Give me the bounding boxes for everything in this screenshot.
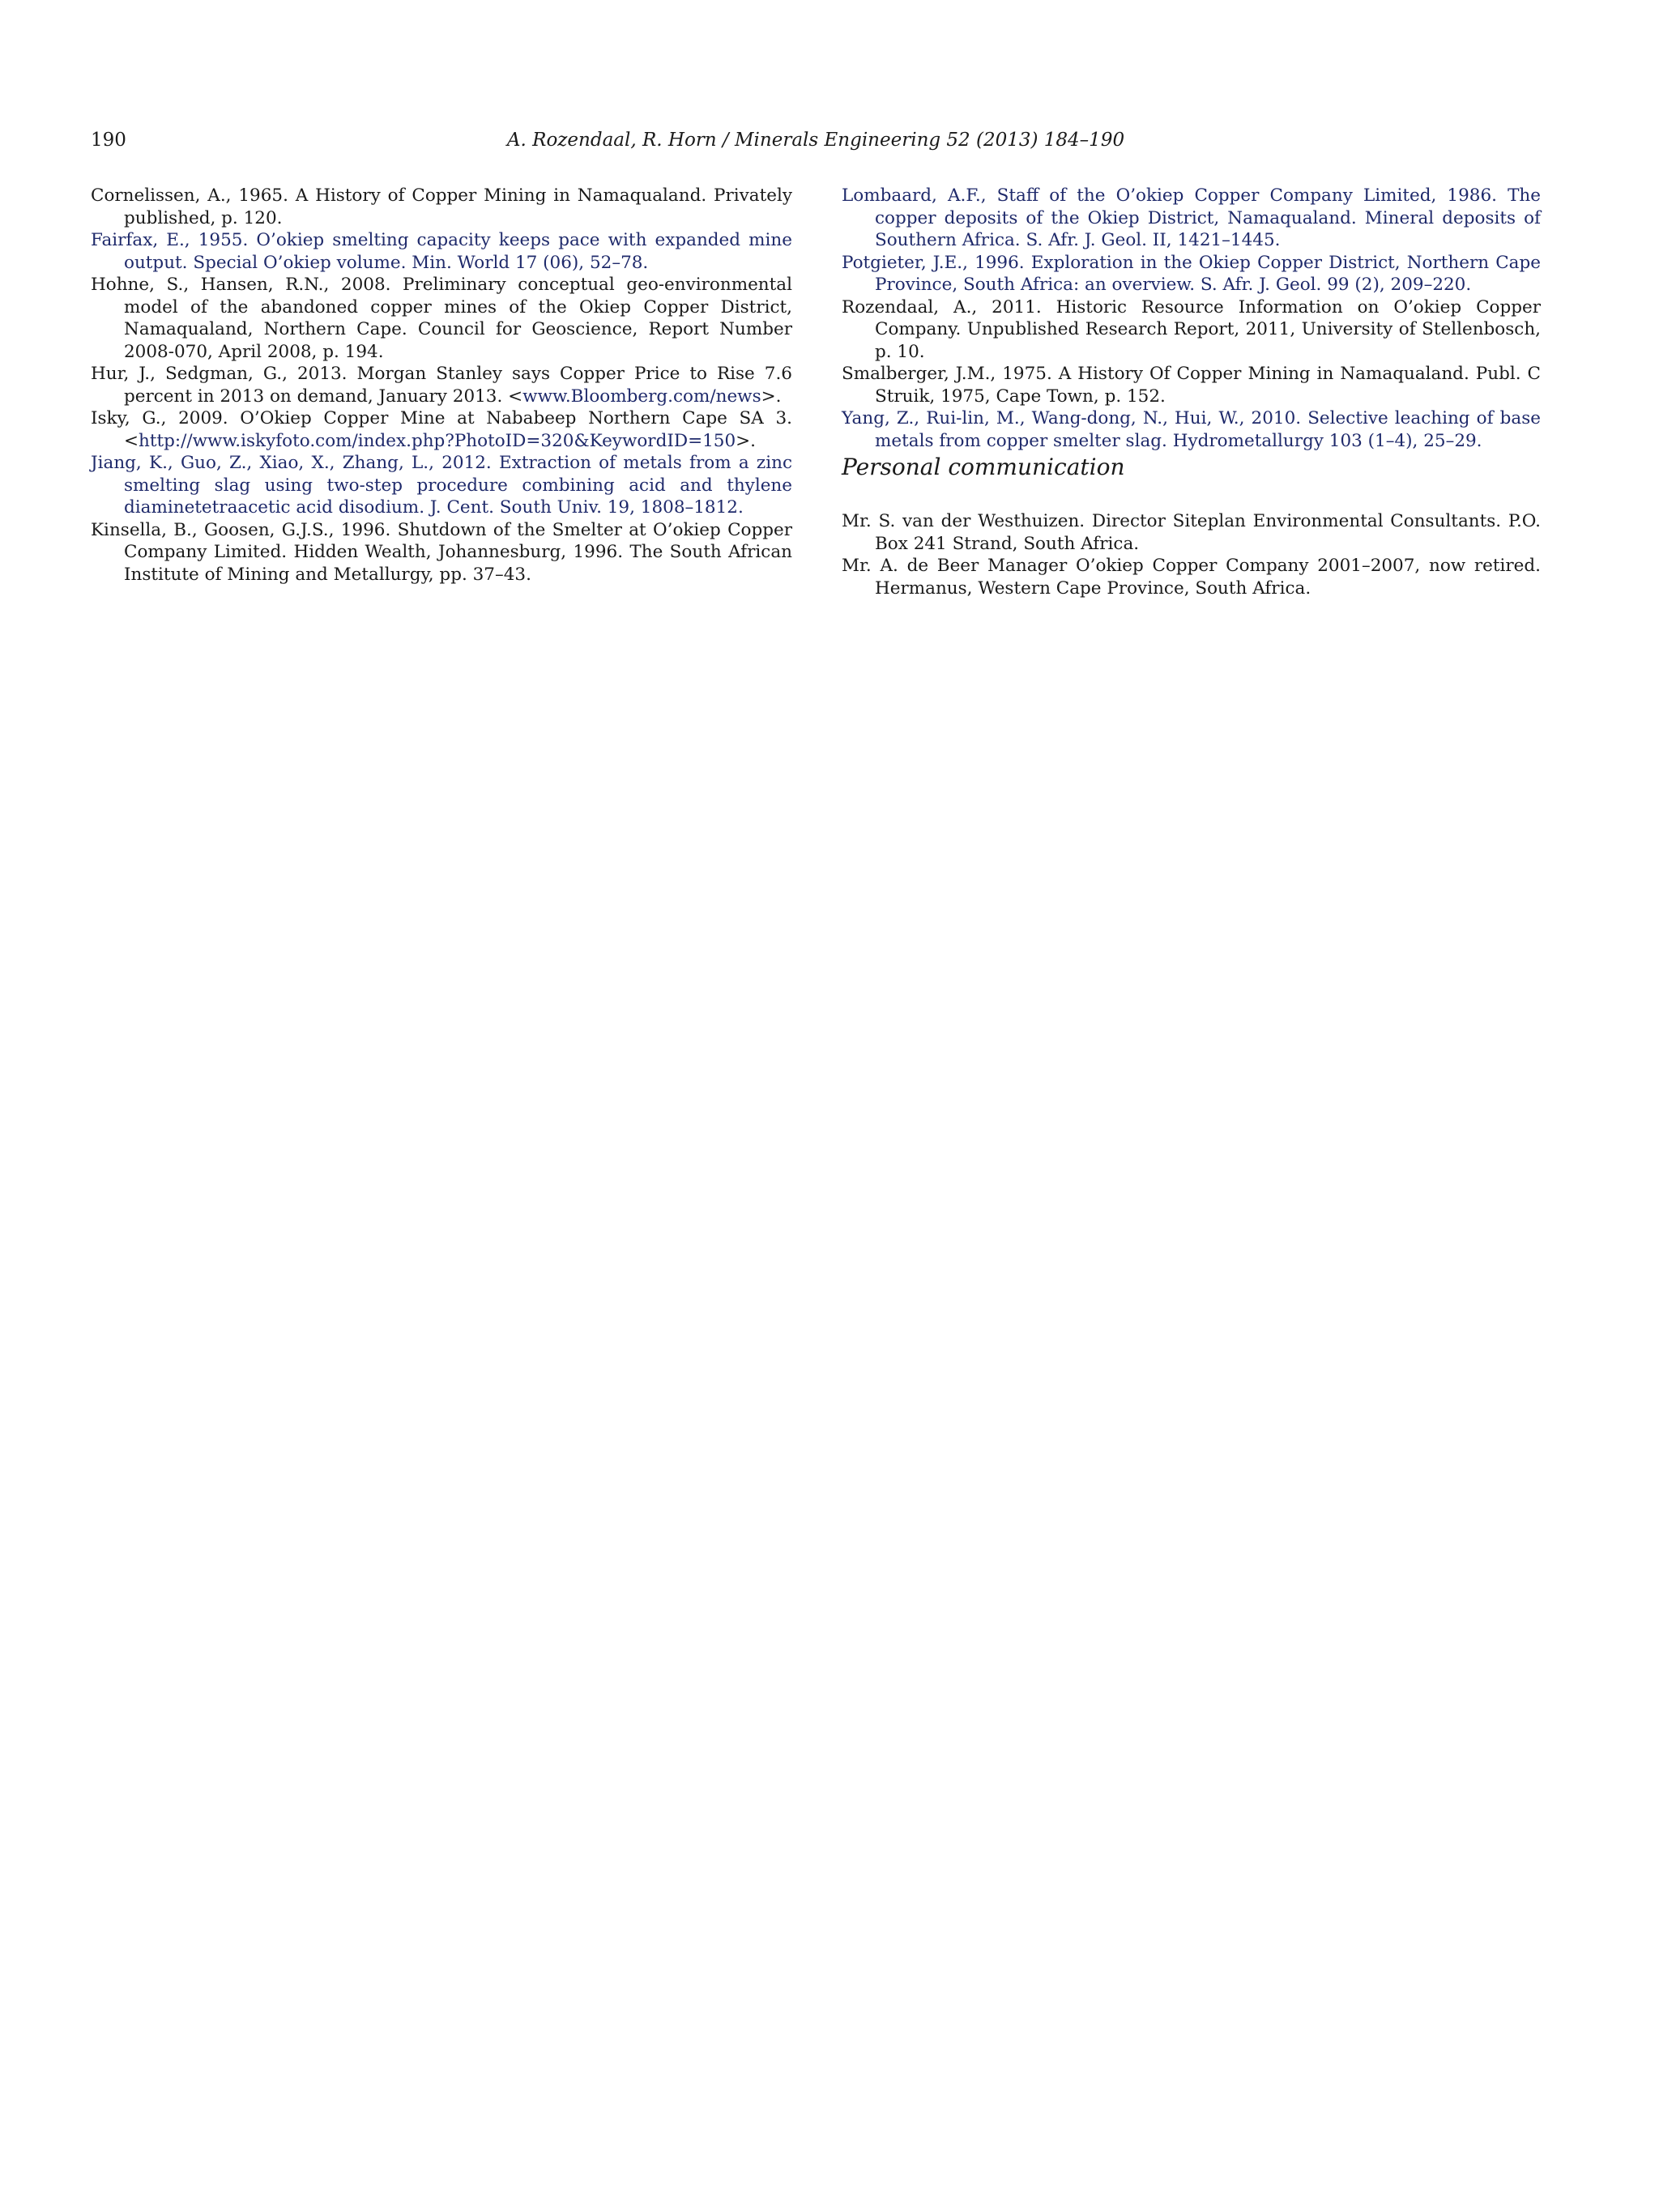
page-header [91,130,1541,154]
reference-hur [91,363,792,407]
reference-kinsella: Kinsella, B., Goosen, G.J.S., 1996. Shutdown of the Smelter at O’okiep Copper Company Limited. Hidden Wealth, Johannesburg, 1996. The South African Institute of Mining and Metallurgy, pp. 37–43. [91,519,792,585]
running-head: A. Rozendaal, R. Horn / Minerals Engineering 52 (2013) 184–190 [506,130,1125,151]
iskyfoto-url-link[interactable]: http://www.iskyfoto.com/index.php?PhotoID=320&KeywordID=150 [139,430,736,451]
personal-communication-westhuizen: Mr. S. van der Westhuizen. Director Siteplan Environmental Consultants. P.O. Box 241 Strand, South Africa. [842,511,1541,554]
reference-fairfax-link[interactable]: Fairfax, E., 1955. O’okiep smelting capacity keeps pace with expanded mine output. Special O’okiep volume. Min. World 17 (06), 52–78. [91,230,792,273]
bloomberg-url-link[interactable]: www.Bloomberg.com/news [522,386,761,407]
reference-isky [91,407,792,452]
references-left-column [91,185,792,586]
reference-hur-text: Hur, J., Sedgman, G., 2013. Morgan Stanley says Copper Price to Rise 7.6 percent in 2013 on demand, January 2013. < [91,364,792,407]
reference-isky-end: >. [736,430,756,451]
reference-cornelissen: Cornelissen, A., 1965. A History of Copper Mining in Namaqualand. Privately published, p. 120. [91,185,792,228]
reference-potgieter-link[interactable]: Potgieter, J.E., 1996. Exploration in the Okiep Copper District, Northern Cape Province, South Africa: an overview. S. Afr. J. Geol. 99 (2), 209–220. [842,252,1541,295]
reference-jiang-link[interactable]: Jiang, K., Guo, Z., Xiao, X., Zhang, L., 2012. Extraction of metals from a zinc smelting slag using two-step procedure combining acid and thylene diaminetetraacetic acid disodium. J. Cent. South Univ. 19, 1808–1812. [91,453,792,518]
reference-smalberger: Smalberger, J.M., 1975. A History Of Copper Mining in Namaqualand. Publ. C Struik, 1975, Cape Town, p. 152. [842,364,1541,407]
section-title-personal-communication: Personal communication [842,454,1125,480]
reference-isky-text: Isky, G., 2009. O’Okiep Copper Mine at Nababeep Northern Cape SA 3. < [91,408,792,451]
reference-hohne: Hohne, S., Hansen, R.N., 2008. Preliminary conceptual geo-environmental model of the abandoned copper mines of the Okiep Copper District, Namaqualand, Northern Cape. Council for Geoscience, Report Number 2008-070, April 2008, p. 194. [91,275,792,362]
page-number: 190 [91,130,126,151]
reference-yang-link[interactable]: Yang, Z., Rui-lin, M., Wang-dong, N., Hui, W., 2010. Selective leaching of base metals from copper smelter slag. Hydrometallurgy 103 (1–4), 25–29. [842,408,1541,451]
reference-hur-end: >. [761,386,782,407]
reference-lombaard-link[interactable]: Lombaard, A.F., Staff of the O’okiep Copper Company Limited, 1986. The copper deposits of the Okiep District, Namaqualand. Mineral deposits of Southern Africa. S. Afr. J. Geol. II, 1421–1445. [842,185,1541,250]
personal-communication-de-beer: Mr. A. de Beer Manager O’okiep Copper Company 2001–2007, now retired. Hermanus, Western Cape Province, South Africa. [842,556,1541,599]
reference-rozendaal: Rozendaal, A., 2011. Historic Resource Information on O’okiep Copper Company. Unpublished Research Report, 2011, University of Stellenbosch, p. 10. [842,296,1541,362]
references-right-column [842,185,1541,599]
